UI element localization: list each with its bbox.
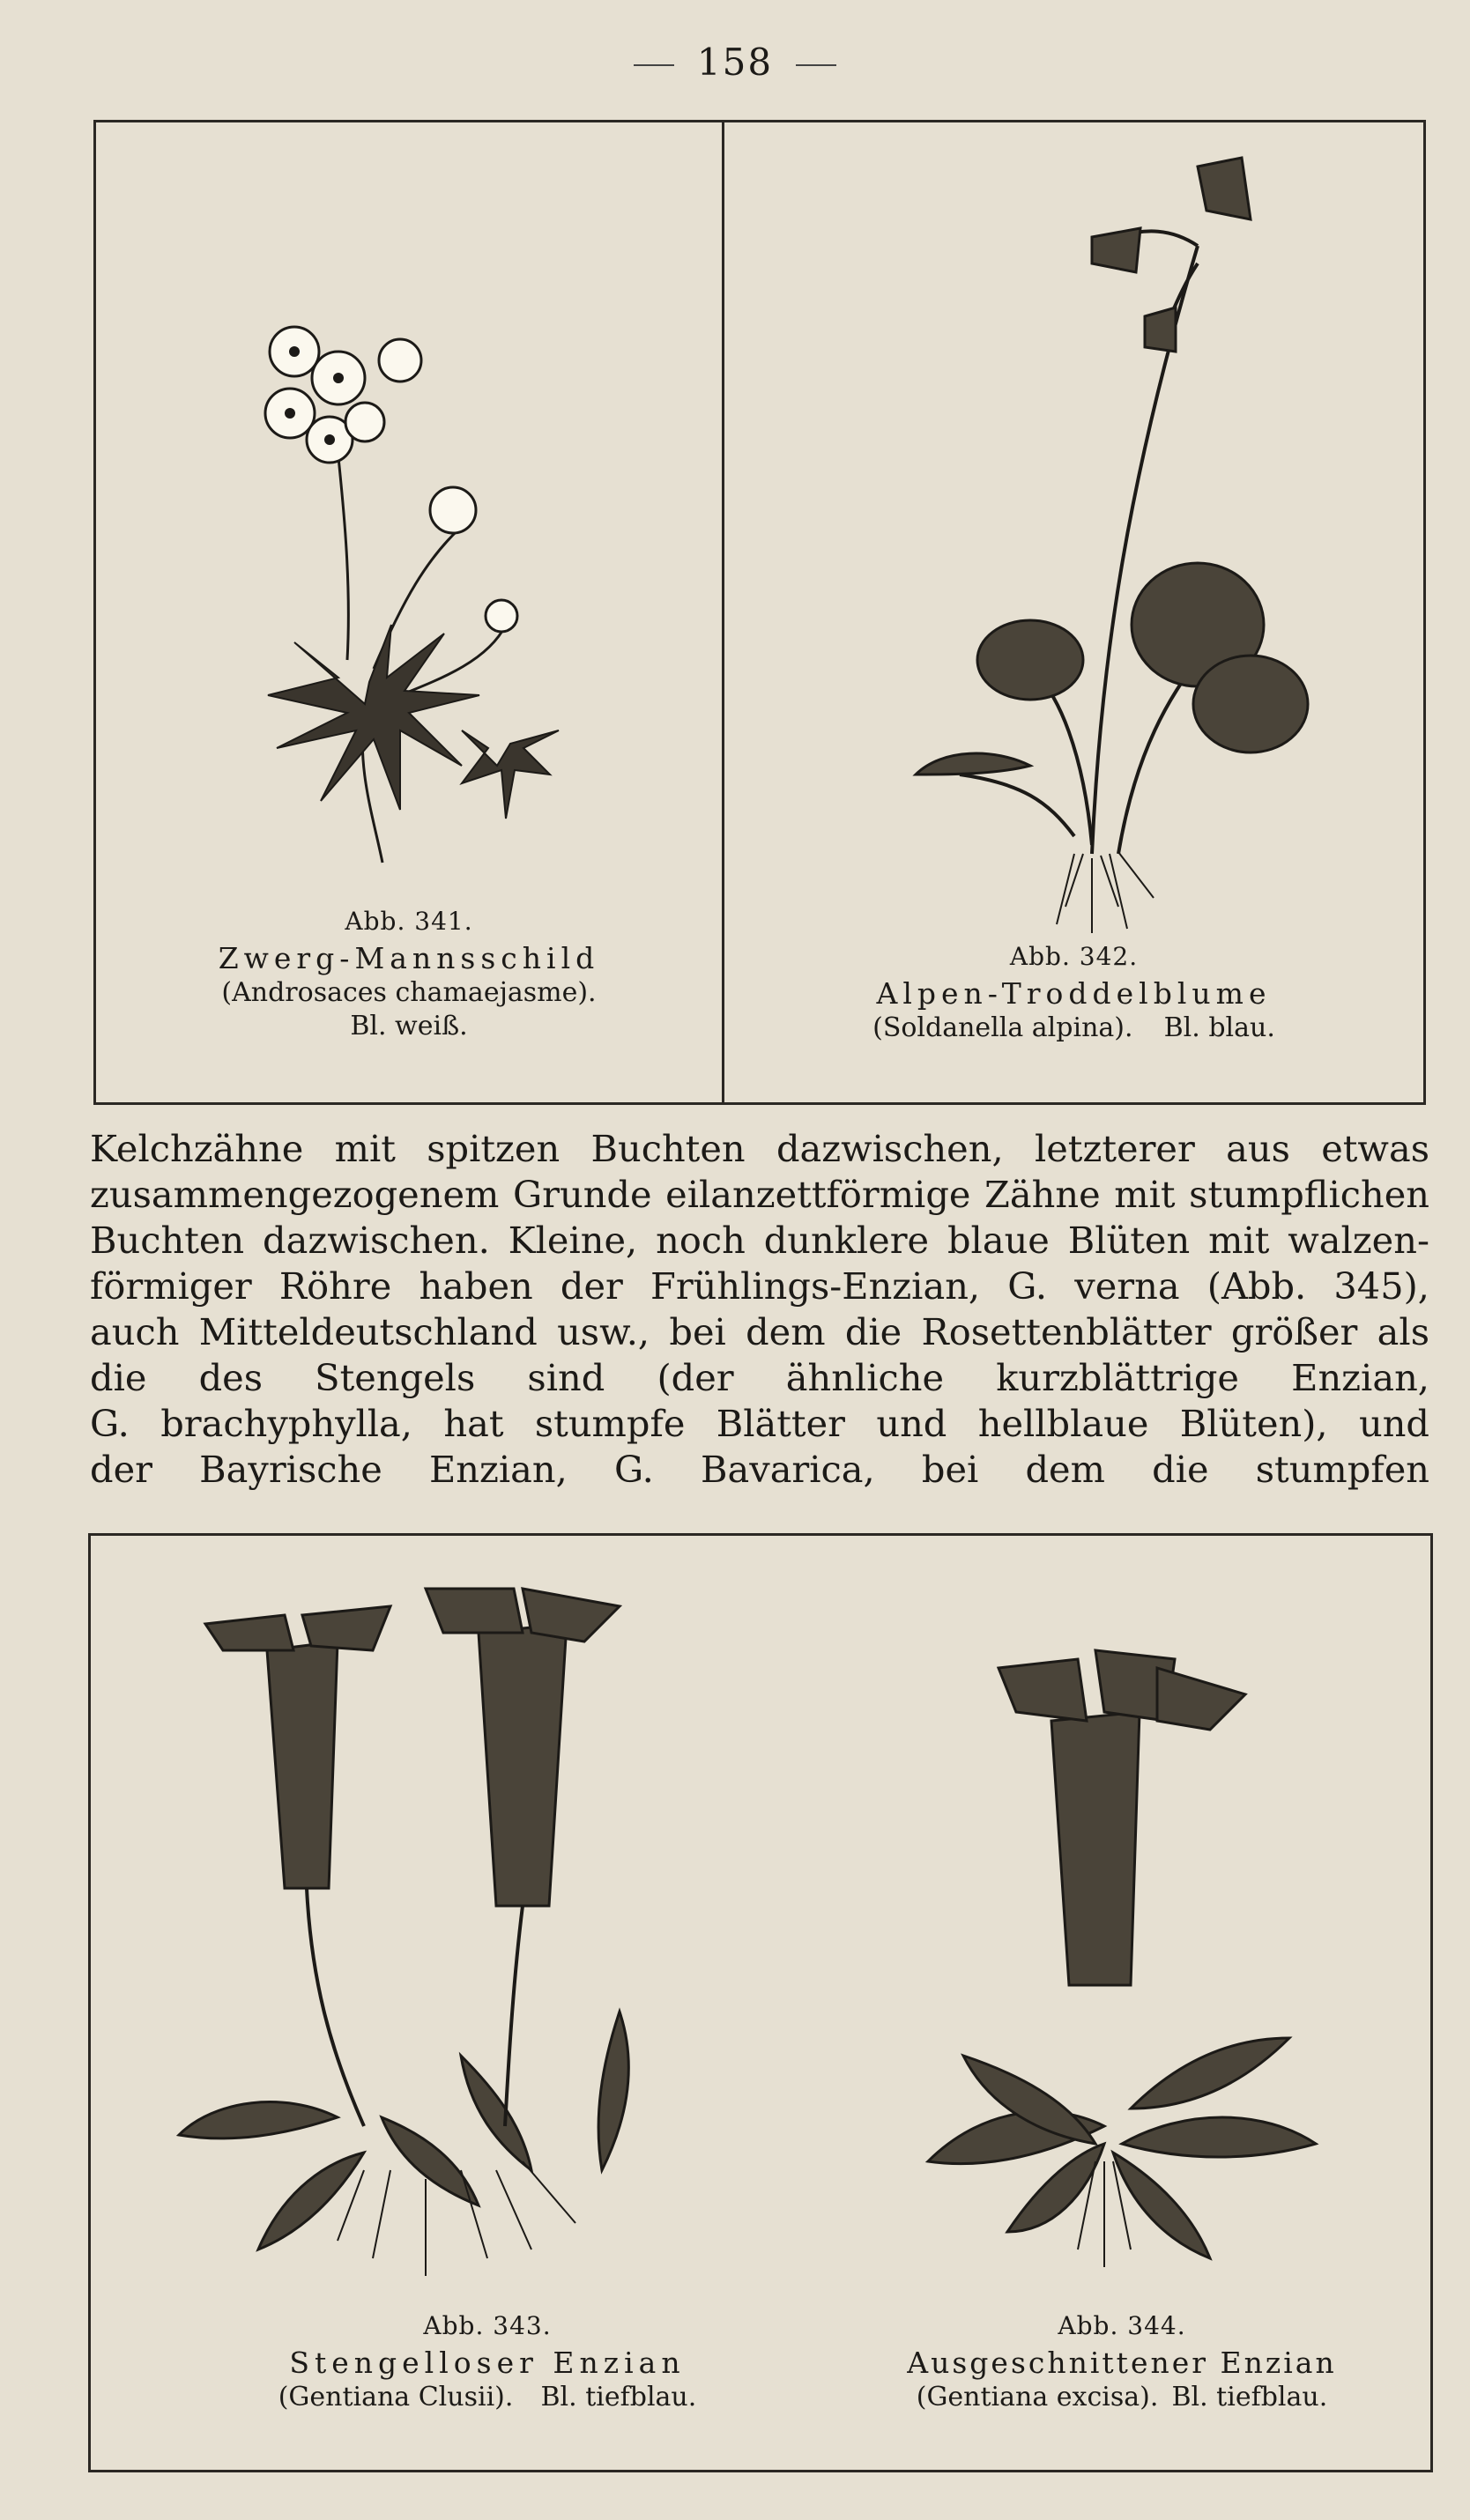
body-line: der Bayrische Enzian, G. Bavarica, bei dem die stumpfen [90, 1448, 1429, 1491]
bottom-illustration-frame [88, 1533, 1433, 2472]
figure-342-details [724, 1012, 1423, 1045]
figure-344-latin: (Gentiana excisa). [916, 2382, 1159, 2413]
figure-343-number: Abb. 343. [423, 2311, 552, 2340]
body-paragraph [90, 1126, 1429, 1493]
body-line: Buchten dazwischen. Kleine, noch dunklere blaue Blüten mit walzen- [90, 1219, 1429, 1262]
figure-344-color: Bl. tiefblau. [1171, 2382, 1328, 2413]
figure-343 [126, 1553, 849, 2414]
body-line: Kelchzähne mit spitzen Buchten dazwischen, letzterer aus etwas [90, 1127, 1429, 1170]
figure-341-color: Bl. weiß. [350, 1011, 468, 1041]
figure-342-latin: (Soldanella alpina). [872, 1012, 1133, 1043]
top-illustration-frame [93, 120, 1426, 1105]
body-line: zusammengezogenem Grunde eilanzettförmige Zähne mit stumpflichen [90, 1173, 1429, 1216]
figure-342-number: Abb. 342. [1009, 942, 1139, 971]
body-line: die des Stengels sind (der ähnliche kurzblättrige Enzian, [90, 1356, 1429, 1399]
body-line: förmiger Röhre haben der Frühlings-Enzian, G. verna (Abb. 345), [90, 1264, 1429, 1308]
figure-342-name: Alpen-Troddelblume [876, 976, 1272, 1011]
page-number-dash-right [796, 64, 836, 66]
page-number-text: 158 [696, 41, 774, 84]
figure-342 [724, 131, 1423, 1045]
page-number [0, 41, 1470, 84]
figure-343-color: Bl. tiefblau. [540, 2382, 697, 2413]
figure-341-name: Zwerg-Mannsschild [218, 941, 600, 975]
figure-344-details [849, 2381, 1395, 2414]
soldanella-illustration [828, 131, 1321, 942]
figure-343-latin: (Gentiana Clusii). [278, 2382, 514, 2413]
figure-344-name: Ausgeschnittener Enzian [907, 2346, 1337, 2380]
page-number-dash-left [634, 64, 674, 66]
figure-341-number: Abb. 341. [345, 907, 473, 936]
figure-342-color: Bl. blau. [1163, 1012, 1275, 1043]
figure-343-name: Stengelloser Enzian [289, 2346, 686, 2380]
body-line: auch Mitteldeutschland usw., bei dem die Rosettenblätter größer als [90, 1310, 1429, 1353]
gentiana-clusii-illustration [161, 1553, 813, 2311]
body-line: G. brachyphylla, hat stumpfe Blätter und hellblaue Blüten), und [90, 1402, 1429, 1445]
androsace-illustration [197, 290, 620, 907]
gentiana-excisa-illustration [875, 1615, 1369, 2311]
figure-344-number: Abb. 344. [1058, 2311, 1186, 2340]
figure-344 [849, 1615, 1395, 2414]
figure-341 [96, 290, 722, 1043]
figure-343-details [126, 2381, 849, 2414]
figure-341-latin: (Androsaces chamaejasme). [221, 977, 597, 1008]
